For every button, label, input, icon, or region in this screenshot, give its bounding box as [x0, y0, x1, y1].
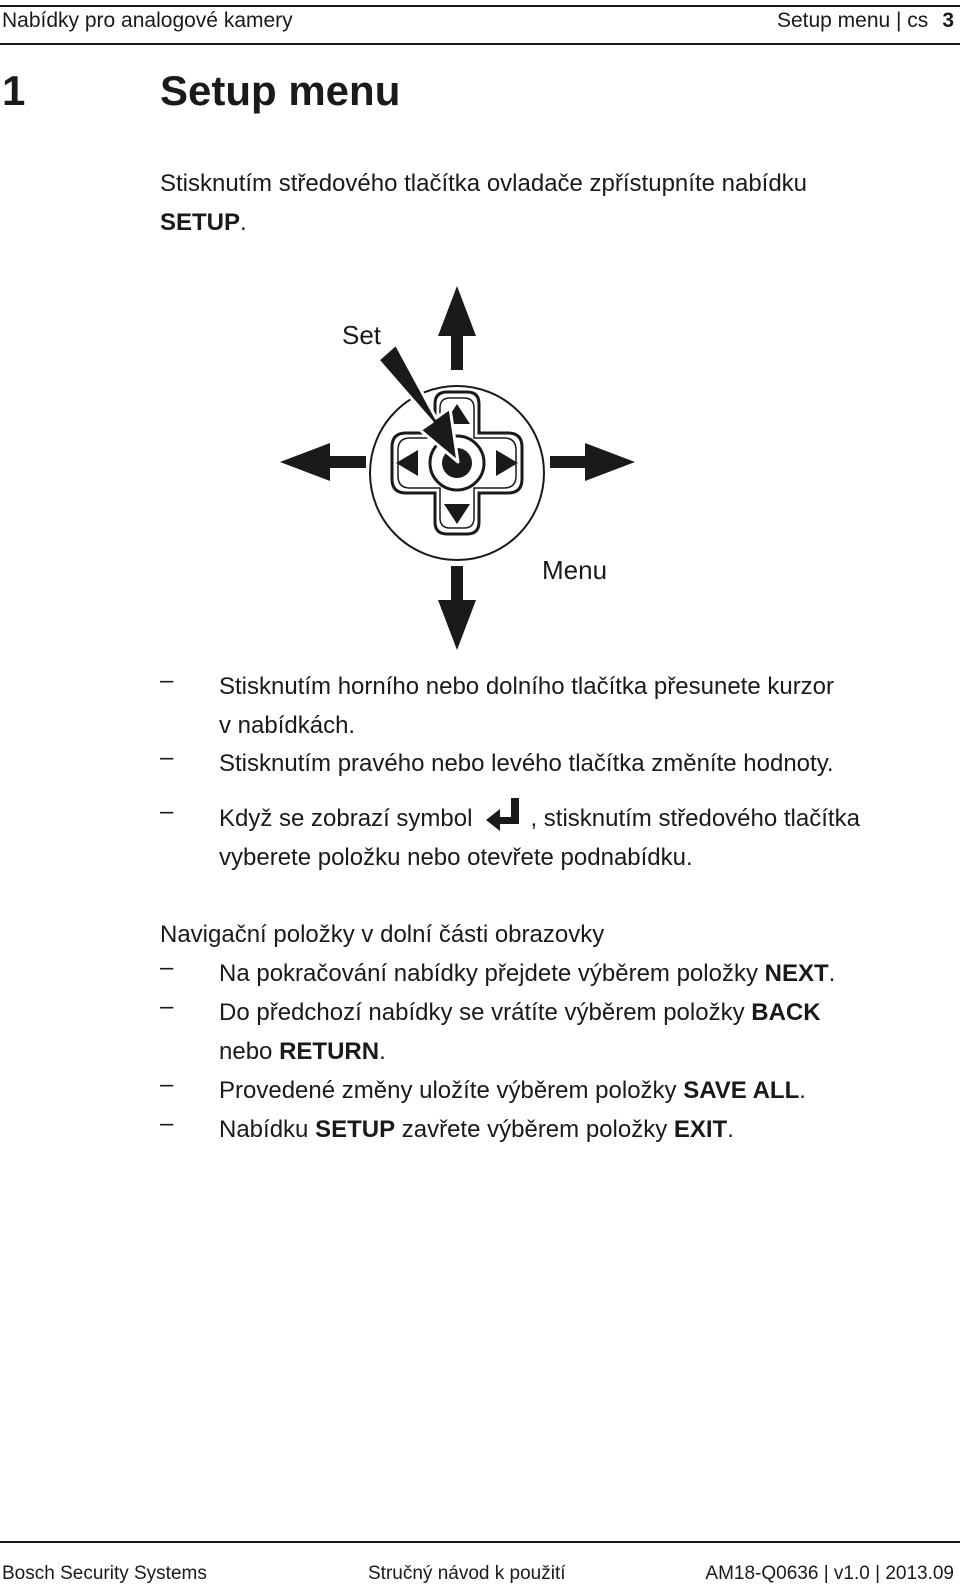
- nav-item-exit-text-2: zavřete výběrem položky: [395, 1116, 674, 1143]
- arrow-left-icon: [280, 443, 366, 481]
- footer-company: Bosch Security Systems: [2, 1563, 207, 1584]
- next-keyword: NEXT: [764, 960, 829, 987]
- joystick-diagram: [280, 280, 640, 660]
- arrow-right-icon: [550, 443, 635, 481]
- intro-line-1: Stisknutím středového tlačítka ovladače zpřístupníte nabídku: [160, 170, 808, 197]
- nav-item-next-text: Na pokračování nabídky přejdete výběrem položky: [219, 960, 765, 987]
- save-all-keyword: SAVE ALL: [683, 1077, 800, 1104]
- nav-item-exit: [219, 1110, 734, 1149]
- bullet-dash: –: [160, 798, 174, 825]
- bullet-1-line-2: v nabídkách.: [219, 712, 356, 739]
- nav-item-back-text-2: nebo: [219, 1038, 280, 1065]
- bullet-3-after: , stisknutím středového tlačítka: [530, 805, 860, 832]
- page-number: 3: [942, 9, 954, 32]
- intro-paragraph: [160, 164, 807, 242]
- nav-item-exit-text-1: Nabídku: [219, 1116, 316, 1143]
- bullet-1-line-1: Stisknutím horního nebo dolního tlačítka přesunete kurzor: [219, 673, 835, 700]
- set-label: Set: [342, 320, 382, 350]
- chapter-number: 1: [2, 67, 26, 114]
- menu-label: Menu: [542, 555, 608, 585]
- intro-setup-keyword: SETUP: [160, 209, 241, 236]
- nav-item-back-line-1: [219, 993, 821, 1032]
- bullet-3-line-2: vyberete položku nebo otevřete podnabídku.: [219, 844, 693, 871]
- nav-item-next-end: .: [828, 960, 836, 987]
- bullet-3-before: Když se zobrazí symbol: [219, 805, 473, 832]
- arrow-down-icon: [438, 566, 476, 650]
- bullet-dash: –: [160, 993, 174, 1020]
- intro-period: .: [240, 209, 247, 236]
- bullet-dash: –: [160, 1110, 174, 1137]
- header-bottom-rule: [0, 43, 960, 45]
- bullet-3-line-1: [219, 798, 860, 838]
- navigation-heading: Navigační položky v dolní části obrazovky: [160, 921, 605, 948]
- header-chapter-lang: Setup menu | cs: [776, 9, 929, 32]
- nav-item-save-text: Provedené změny uložíte výběrem položky: [219, 1077, 684, 1104]
- footer-rule: [0, 1541, 960, 1543]
- bullet-dash: –: [160, 744, 174, 771]
- intro-line-2: [160, 203, 807, 242]
- bullet-dash: –: [160, 1071, 174, 1098]
- bullet-3: [219, 798, 860, 877]
- return-keyword: RETURN: [279, 1038, 380, 1065]
- nav-item-next: [219, 954, 835, 993]
- nav-item-save-all: [219, 1071, 806, 1110]
- bullet-2: Stisknutím pravého nebo levého tlačítka změníte hodnoty.: [219, 750, 834, 777]
- nav-item-save-end: .: [799, 1077, 806, 1104]
- footer-document-id: AM18-Q0636 | v1.0 | 2013.09: [705, 1563, 954, 1584]
- enter-return-icon: [486, 798, 524, 832]
- back-keyword: BACK: [751, 999, 821, 1026]
- nav-item-back-end: .: [379, 1038, 386, 1065]
- nav-item-back: [219, 993, 821, 1071]
- arrow-up-icon: [438, 286, 476, 370]
- bullet-1: [219, 667, 834, 745]
- nav-item-back-text: Do předchozí nabídky se vrátíte výběrem položky: [219, 999, 752, 1026]
- bullet-dash: –: [160, 954, 174, 981]
- header-top-rule: [0, 5, 960, 7]
- chapter-title: Setup menu: [160, 67, 401, 114]
- nav-item-exit-end: .: [727, 1116, 734, 1143]
- setup-keyword: SETUP: [315, 1116, 396, 1143]
- joystick-illustration: [280, 280, 640, 660]
- header-right: [777, 8, 954, 34]
- bullet-dash: –: [160, 667, 174, 694]
- exit-keyword: EXIT: [673, 1116, 728, 1143]
- header-section-title: Nabídky pro analogové kamery: [2, 9, 293, 32]
- footer-document-type: Stručný návod k použití: [368, 1563, 566, 1584]
- nav-item-back-line-2: [219, 1032, 821, 1071]
